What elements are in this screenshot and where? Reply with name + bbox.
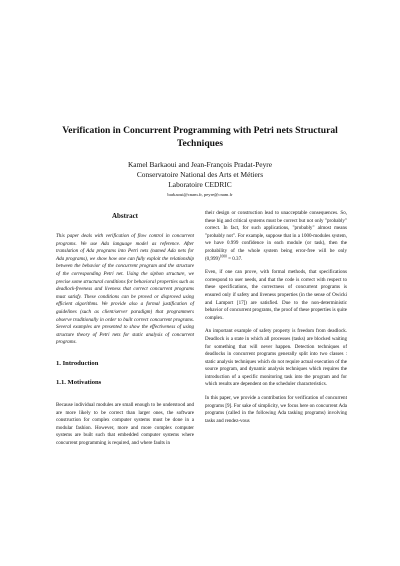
- right-paragraph-1: [205, 210, 347, 263]
- author-emails: barkaoui@cnam.fr, peyre@cnam.fr: [167, 192, 233, 197]
- affiliation-institution: Conservatoire National des Arts et Métiers: [136, 170, 264, 179]
- right-paragraph-1-text: their design or construction lead to unacceptable consequences. So, these big and critical systems must be correct but not only "probably" correct. In fact, for such applications, "probably" almost means "probably not". For example, suppose that in a 1000-modules system, we have 0.999 confidence in each module (or task), then the probability of the whole system being error-free will be only (0,999): [205, 210, 347, 262]
- right-paragraph-2: Even, if one can prove, with formal methods, that specifications correspond to user needs, and that the code is correct with respect to these specifications, the correctness of concurrent programs is ensured only if safety and liveness properties (in the sense of Owicki and Lamport [17]) are satisfied. Due to the non-deterministic behavior of concurrent programs, the proof of these properties is quite complex.: [205, 269, 347, 321]
- left-column: [56, 210, 194, 447]
- probability-exponent: 1000: [219, 253, 227, 258]
- right-paragraph-1-tail: = 0.37.: [226, 255, 243, 262]
- author-block: [60, 160, 340, 190]
- paper-title: Verification in Concurrent Programming with Petri nets Structural Techniques: [62, 125, 338, 149]
- intro-paragraph-1: Because individual modules are small enough to be understood and are more likely to be correct than larger ones, the software construction for complex computer systems must be done in a modular fashion. However, more and more complex computer systems are built such that embedded computer systems where concurrent programming is required, and where faults in: [56, 401, 194, 446]
- author-names: Kamel Barkaoui and Jean-François Pradat-Peyre: [127, 160, 273, 169]
- abstract-text: This paper deals with verification of flow control in concurrent programs. We use Ada language model as reference. After translation of Ada programs into Petri nets (named Ada nets for Ada programs), we show how one can fully exploit the relationship between the behavior of the concurrent program and the structure of the corresponding Petri net. Using the siphon structure, we precise some structural conditions for behavioral properties such as deadlock-freeness and liveness that correct concurrent programs must satisfy. These conditions can be proved or disproved using efficient algorithms. We provide also a formal justification of guidelines (such as client/server paradigm) that programmers observe traditionally in order to built correct concurrent programs. Several examples are presented to show the effectiveness of using structure theory of Petri nets for static analysis of concurrent programs.: [56, 233, 194, 346]
- section-introduction-heading: 1. Introduction: [56, 359, 99, 367]
- right-column: [205, 210, 347, 425]
- subsection-motivations-heading: 1.1. Motivations: [56, 378, 102, 386]
- right-paragraph-3: An important example of safety property is freedom from deadlock. Deadlock is a state in which all processes (tasks) are blocked waiting for something that will never happen. Detection techniques of deadlocks in concurrent programs generally split into two classes : static analysis techniques which do not require actual execution of the source program, and dynamic analysis techniques which requires the introduction of a specific monitoring task into the program and for which results are dependent on the scheduler characteristics.: [205, 328, 347, 388]
- abstract-heading: Abstract: [111, 212, 139, 220]
- affiliation-lab: Laboratoire CEDRIC: [168, 180, 232, 189]
- right-paragraph-4: In this paper, we provide a contribution for verification of concurrent programs [9]. For sake of simplicity, we focus here on concurrent Ada programs (called in the following Ada tasking programs) involving tasks and rendez-vous: [205, 395, 347, 424]
